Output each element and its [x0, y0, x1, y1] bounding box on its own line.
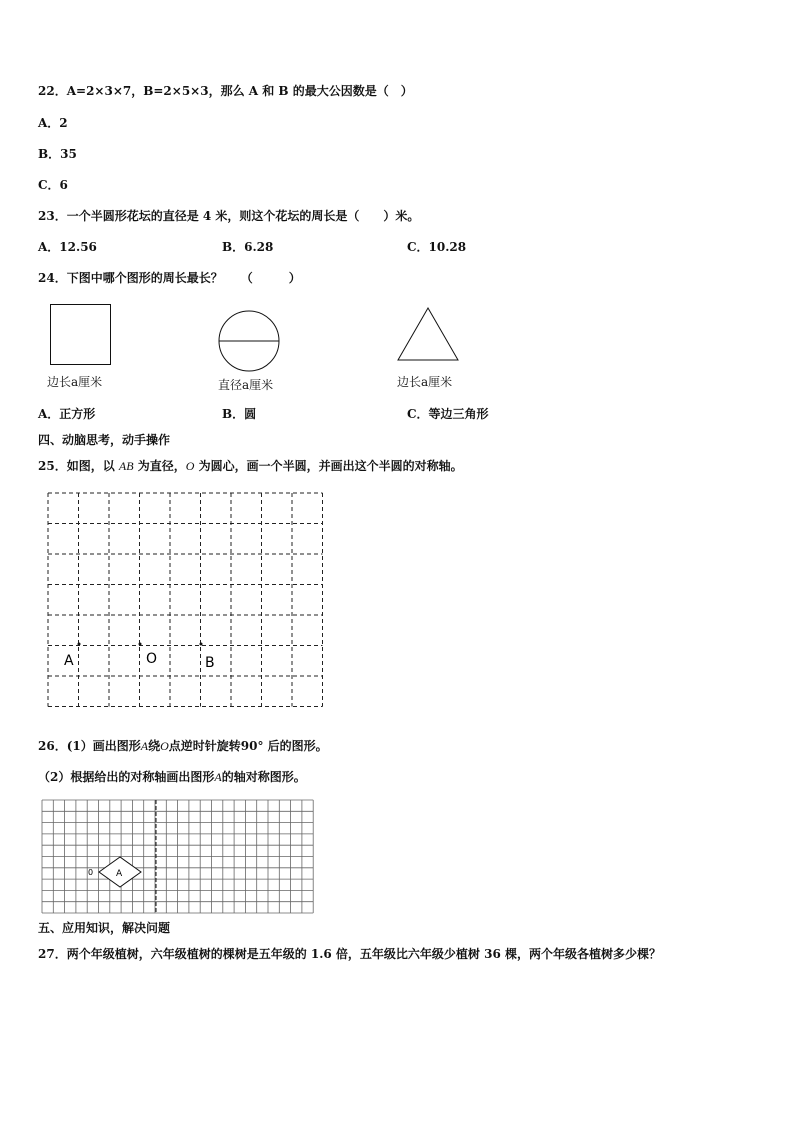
q26-part1-var-a: A — [140, 739, 149, 753]
shape-a-label: A — [116, 869, 123, 879]
q25-stem — [38, 458, 463, 474]
q26-part2-suffix: 的轴对称图形。 — [221, 770, 306, 784]
q26-part1-var-o: O — [160, 739, 169, 753]
square-figure — [50, 304, 112, 366]
section4-title: 四、动脑思考，动手操作 — [38, 433, 171, 447]
q23-option-a: A．12.56 — [38, 240, 97, 254]
triangle-caption: 边长a厘米 — [397, 375, 453, 389]
q22-option-b: B．35 — [38, 147, 77, 161]
q27-stem: 27．两个年级植树，六年级植树的棵树是五年级的 1.6 倍，五年级比六年级少植树 36 棵，两个年级各植树多少棵？ — [38, 947, 661, 961]
section5-title: 五、应用知识，解决问题 — [38, 921, 171, 935]
point-o-marker: 0 — [88, 868, 94, 877]
q26-part2 — [38, 769, 306, 785]
q26-part1-suffix: 点逆时针旋转90° 后的图形。 — [168, 739, 328, 753]
q26-square-grid — [42, 800, 314, 914]
q22-option-a: A．2 — [38, 116, 68, 130]
point-o-label: O — [146, 651, 158, 667]
q25-stem-mid: 为直径， — [133, 459, 186, 473]
q25-var-o: O — [185, 459, 195, 473]
triangle-figure — [397, 307, 459, 361]
q23-option-b: B．6.28 — [222, 240, 274, 254]
q24-option-a: A．正方形 — [38, 407, 96, 421]
point-a-dot — [78, 643, 81, 646]
q26-part1-prefix: 26．(1）画出图形 — [38, 739, 141, 753]
q25-dashed-grid — [48, 493, 323, 707]
q25-var-ab: AB — [118, 459, 134, 473]
q25-stem-prefix: 25．如图，以 — [38, 459, 119, 473]
point-b-label: B — [205, 655, 215, 671]
q24-option-b: B．圆 — [222, 407, 257, 421]
q23-stem: 23．一个半圆形花坛的直径是 4 米，则这个花坛的周长是（ ）米。 — [38, 209, 420, 223]
q26-part2-prefix: （2）根据给出的对称轴画出图形 — [38, 770, 215, 784]
q22-stem: 22．A=2×3×7，B=2×5×3，那么 A 和 B 的最大公因数是（ ） — [38, 84, 413, 98]
q26-part2-var-a: A — [214, 770, 222, 784]
circle-figure — [218, 310, 280, 372]
point-b-dot — [200, 643, 203, 646]
q26-part1-mid: 绕 — [148, 739, 161, 753]
point-a-label: A — [64, 653, 74, 669]
q24-stem: 24．下图中哪个图形的周长最长？ （ ） — [38, 271, 301, 285]
circle-caption: 直径a厘米 — [218, 378, 274, 392]
q25-stem-suffix: 为圆心，画一个半圆，并画出这个半圆的对称轴。 — [194, 459, 463, 473]
square-caption: 边长a厘米 — [47, 375, 103, 389]
point-o-dot — [139, 643, 142, 646]
q26-part1 — [38, 738, 328, 754]
q24-option-c: C．等边三角形 — [407, 407, 489, 421]
q23-option-c: C．10.28 — [407, 240, 467, 254]
q22-option-c: C．6 — [38, 178, 68, 192]
